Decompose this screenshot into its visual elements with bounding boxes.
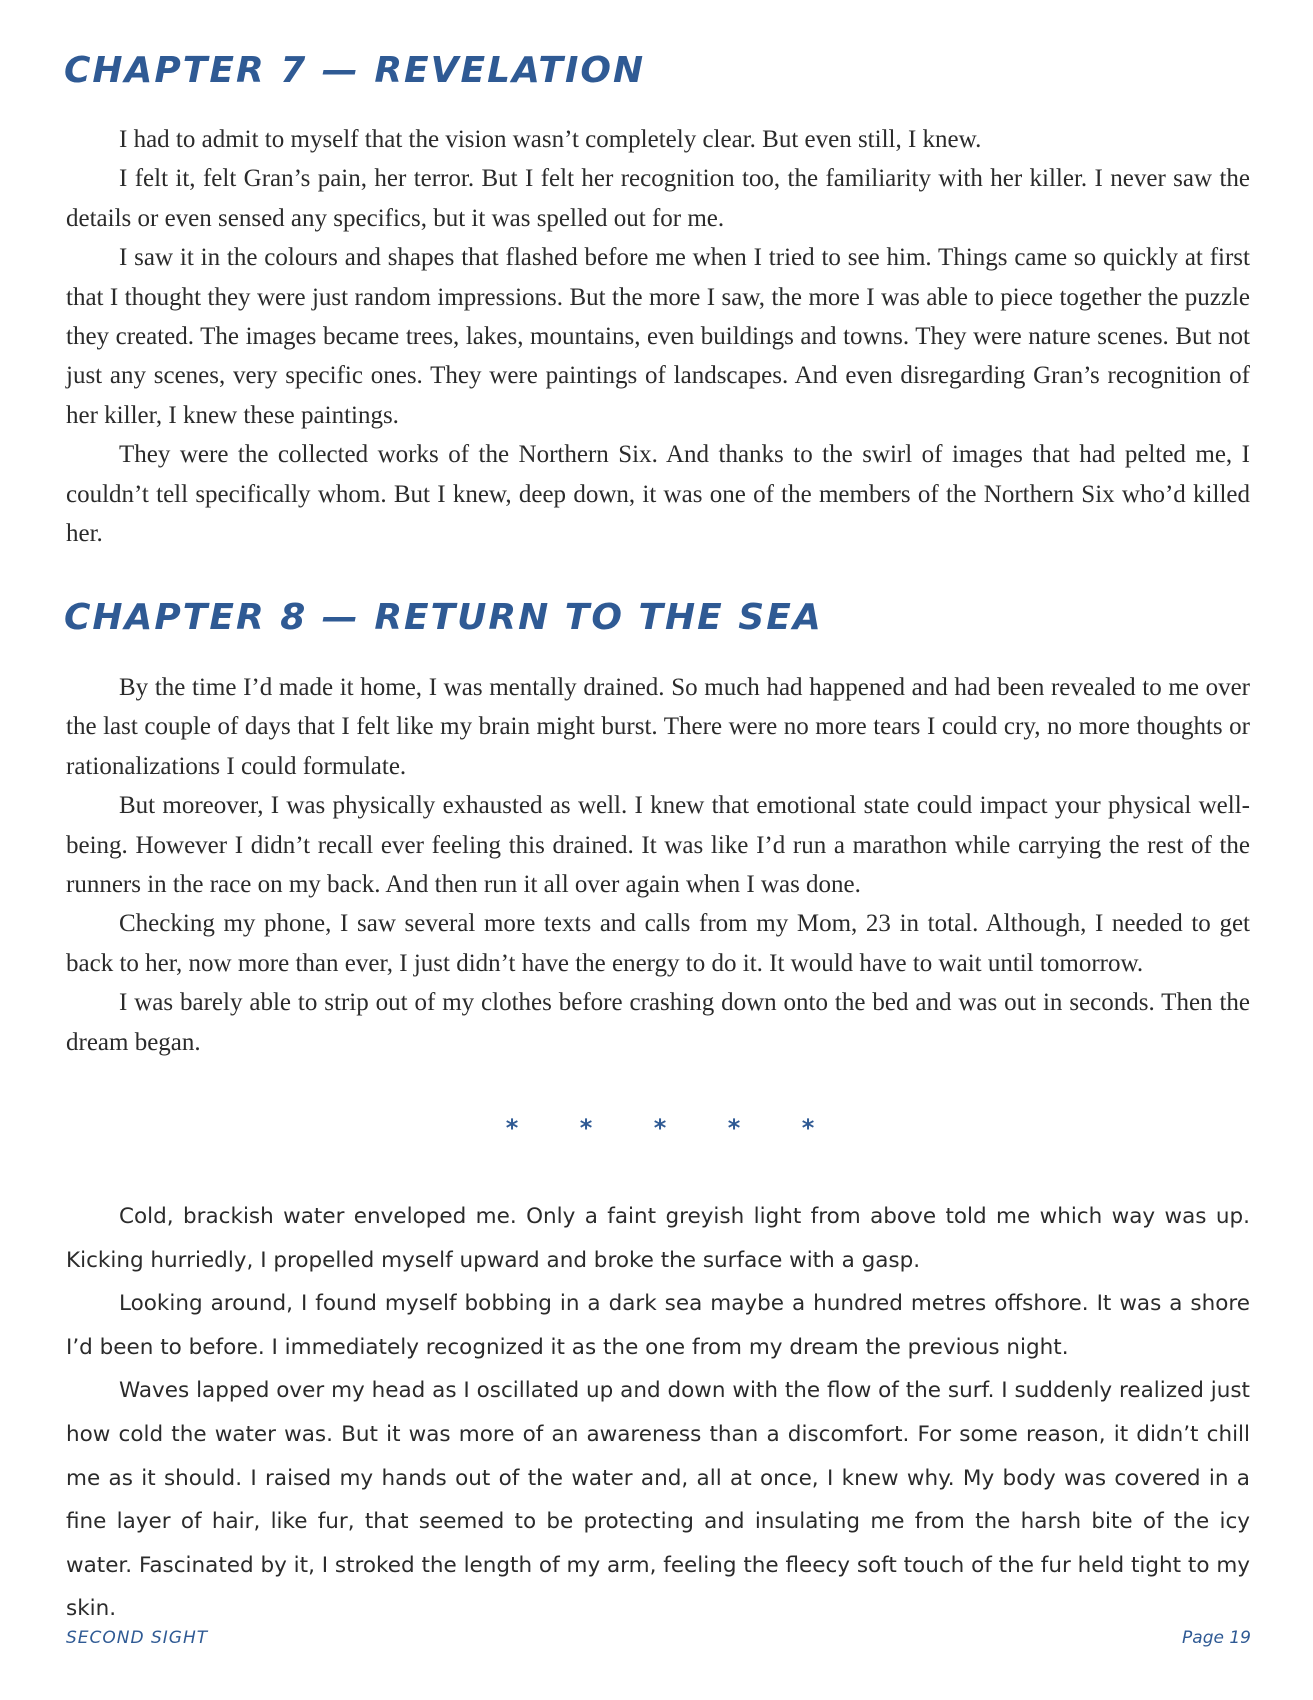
paragraph: But moreover, I was physically exhausted as well. I knew that emotional state could impact your physical well-being. However I didn’t recall ever feeling this drained. It was like I’d run a marathon while carrying the rest of the runners in the race on my back. And then run it all over again when I was done. xyxy=(66,792,1250,899)
chapter-8-body xyxy=(66,668,1250,1062)
paragraph: I felt it, felt Gran’s pain, her terror. But I felt her recognition too, the familiarity with her killer. I never saw the details or even sensed any specifics, but it was spelled out for me. xyxy=(66,165,1250,232)
paragraph: I had to admit to myself that the vision wasn’t completely clear. But even still, I knew. xyxy=(119,126,982,153)
paragraph: I saw it in the colours and shapes that flashed before me when I tried to see him. Things came so quickly at first that I thought they were just random impressions. But the more I saw, the more I was able to piece together the puzzle they created. The images became trees, lakes, mountains, even buildings and towns. They were nature scenes. But not just any scenes, very specific ones. They were paintings of landscapes. And even disregarding Gran’s recognition of her killer, I knew these paintings. xyxy=(66,244,1250,429)
paragraph: Looking around, I found myself bobbing in a dark sea maybe a hundred metres offshore. It was a shore I’d been to before. I immediately recognized it as the one from my dream the previous night. xyxy=(66,1291,1250,1360)
chapter-8-heading: CHAPTER 8 — RETURN TO THE SEA xyxy=(64,597,823,638)
paragraph: They were the collected works of the Northern Six. And thanks to the swirl of images that had pelted me, I couldn’t tell specifically whom. But I knew, deep down, it was one of the members of the Northern Six who’d killed her. xyxy=(66,441,1250,548)
paragraph: Checking my phone, I saw several more texts and calls from my Mom, 23 in total. Although, I needed to get back to her, now more than ever, I just didn’t have the energy to do it. It would have to wait until tomorrow. xyxy=(66,910,1250,977)
scene-break-divider xyxy=(500,1113,820,1143)
paragraph: I was barely able to strip out of my clothes before crashing down onto the bed and was out in seconds. Then the dream began. xyxy=(66,989,1250,1056)
scene-break-star: * xyxy=(505,1114,519,1142)
footer-book-title: SECOND SIGHT xyxy=(66,1628,209,1648)
dream-sequence-body xyxy=(66,1195,1250,1631)
scene-break-star: * xyxy=(727,1114,741,1142)
paragraph: Cold, brackish water enveloped me. Only a faint greyish light from above told me which way was up. Kicking hurriedly, I propelled myself upward and broke the surface with a gasp. xyxy=(66,1204,1250,1273)
scene-break-star: * xyxy=(801,1114,815,1142)
scene-break-star: * xyxy=(579,1114,593,1142)
chapter-7-heading: CHAPTER 7 — REVELATION xyxy=(64,50,646,91)
paragraph: Waves lapped over my head as I oscillated up and down with the flow of the surf. I suddenly realized just how cold the water was. But it was more of an awareness than a discomfort. For some reason, it didn’t chill me as it should. I raised my hands out of the water and, all at once, I knew why. My body was covered in a fine layer of hair, like fur, that seemed to be protecting and insulating me from the harsh bite of the icy water. Fascinated by it, I stroked the length of my arm, feeling the fleecy soft touch of the fur held tight to my skin. xyxy=(66,1378,1251,1622)
scene-break-star: * xyxy=(653,1114,667,1142)
footer-page-number: Page 19 xyxy=(1182,1628,1251,1648)
paragraph: By the time I’d made it home, I was mentally drained. So much had happened and had been revealed to me over the last couple of days that I felt like my brain might burst. There were no more tears I could cry, no more thoughts or rationalizations I could formulate. xyxy=(66,674,1250,780)
chapter-7-body xyxy=(66,120,1250,553)
